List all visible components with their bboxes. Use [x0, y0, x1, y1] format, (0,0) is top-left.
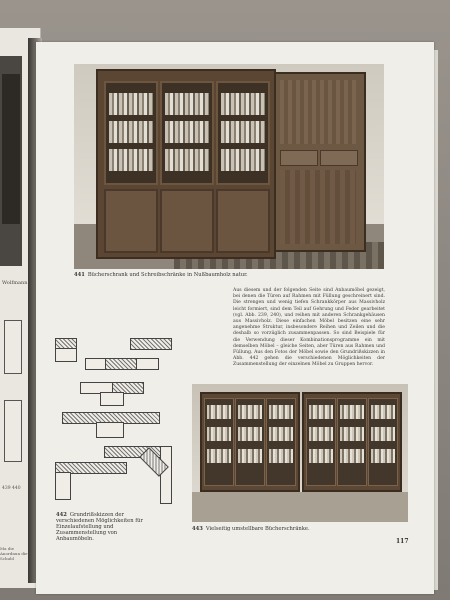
figure-442-text: Grundrißskizzen der verschiedenen Möglichkeiten für Einzelaufstellung und Zusammenstellung von Anbaumöbeln. [56, 512, 143, 542]
figure-441-caption [74, 272, 324, 278]
bookcase-cabinet [96, 69, 276, 259]
figure-443-text: Vielseitig umstellbare Bücherschränke. [205, 526, 310, 532]
figure-443-caption [192, 526, 392, 532]
figure-441-photo [74, 64, 384, 269]
page-number: 117 [396, 538, 409, 545]
figure-441-number: 441 [74, 272, 85, 278]
figure-442-number: 442 [56, 512, 67, 518]
figure-441-text: Bücherschrank und Schreibschränke in Nußbaumholz natur. [87, 272, 248, 278]
figure-443-number: 443 [192, 526, 203, 532]
left-page-caption-mid: 439 440 [2, 486, 21, 491]
left-page-diagram [4, 400, 22, 462]
left-page-text: Ma die Anordnun die Schubl [0, 546, 28, 561]
figure-442-caption [56, 512, 156, 542]
figure-443-photo [192, 384, 408, 522]
left-page-photo [0, 56, 22, 266]
left-page-diagram [4, 320, 22, 374]
body-text: Aus diesem und der folgenden Seite sind Anbaumöbel gezeigt, bei denen die Türen auf Rahmen mit Füllung geschreinert sind. Die strengen und wenig tiefen Schrankkörper aus Massivholz leicht formiert, sind dem Teil auf Gehrung und Feder gearbeitet (vgl. Abb. 239, 240), und reihen mit anderen Schrankgehäusen aus Massivholz. Diese einfachen Möbel besitzen eine sehr angenehme Struktur, insbesondere Reihen und Zeilen und die deshalb so vorzüglich zusammenpassen. So sind Beispiele für die Verwendung dieser Kombinationsprogramme ein mit demselben Möbel – gleiche Seiten, aber Türen aus Rahmen und Füllung. Aus den Fotos der Möbel sowie den Grundrißskizzen in Abb. 442 gehen die verschiedenen Möglichkeiten der Zusammenstellung der einzelnen Möbel zu Gruppen hervor. [233, 288, 385, 368]
writing-cabinet [274, 72, 366, 252]
left-page-caption-top: Wolfmann [2, 280, 28, 286]
